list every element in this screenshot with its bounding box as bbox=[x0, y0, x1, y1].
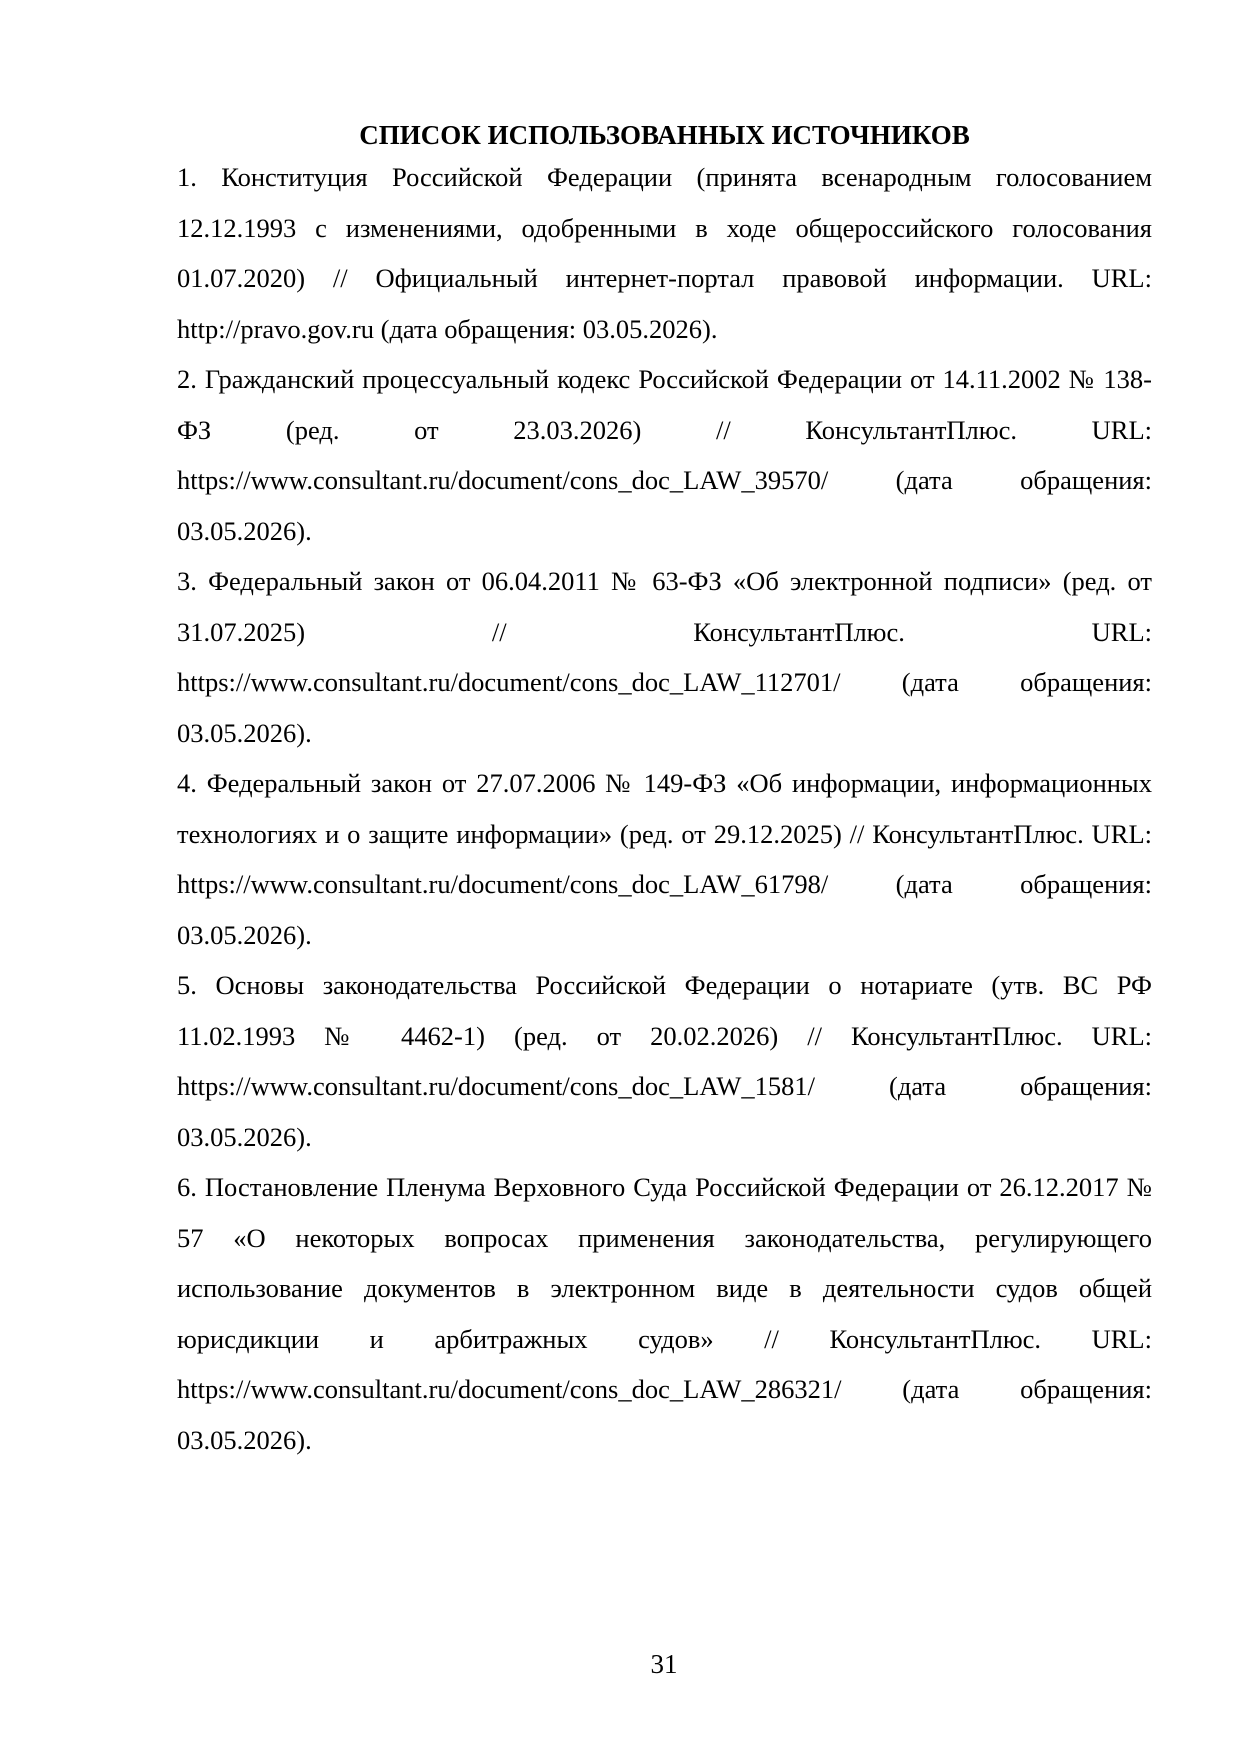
reference-item-2: 2. Гражданский процессуальный кодекс Российской Федерации от 14.11.2002 № 138-ФЗ (ред. от 23.03.2026) // КонсультантПлюс. URL: https://www.consultant.ru/document/cons_doc_LAW_39570/ (дата обращения: 03.05.2026). bbox=[177, 364, 1152, 546]
reference-item-6: 6. Постановление Пленума Верховного Суда Российской Федерации от 26.12.2017 № 57 «О некоторых вопросах применения законодательства, регулирующего использование документов в электронном виде в деятельности судов общей юрисдикции и арбитражных судов» // КонсультантПлюс. URL: https://www.consultant.ru/document/cons_doc_LAW_286321/ (дата обращения: 03.05.2026). bbox=[177, 1172, 1152, 1455]
document-page bbox=[177, 118, 1152, 1465]
reference-item-4: 4. Федеральный закон от 27.07.2006 № 149-ФЗ «Об информации, информационных технологиях и о защите информации» (ред. от 29.12.2025) // КонсультантПлюс. URL: https://www.consultant.ru/document/cons_doc_LAW_61798/ (дата обращения: 03.05.2026). bbox=[177, 768, 1152, 950]
reference-item-1: 1. Конституция Российской Федерации (принята всенародным голосованием 12.12.1993 с изменениями, одобренными в ходе общероссийского голосования 01.07.2020) // Официальный интернет-портал правовой информации. URL: http://pravo.gov.ru (дата обращения: 03.05.2026). bbox=[177, 162, 1152, 344]
reference-item-3: 3. Федеральный закон от 06.04.2011 № 63-ФЗ «Об электронной подписи» (ред. от 31.07.2025) // КонсультантПлюс. URL: https://www.consultant.ru/document/cons_doc_LAW_112701/ (дата обращения: 03.05.2026). bbox=[177, 566, 1152, 748]
page-number: 31 bbox=[650, 1649, 678, 1679]
references-list bbox=[177, 152, 1152, 1465]
reference-item-5: 5. Основы законодательства Российской Федерации о нотариате (утв. ВС РФ 11.02.1993 № 4462-1) (ред. от 20.02.2026) // КонсультантПлюс. URL: https://www.consultant.ru/document/cons_doc_LAW_1581/ (дата обращения: 03.05.2026). bbox=[177, 970, 1152, 1152]
references-heading: СПИСОК ИСПОЛЬЗОВАННЫХ ИСТОЧНИКОВ bbox=[359, 120, 970, 150]
